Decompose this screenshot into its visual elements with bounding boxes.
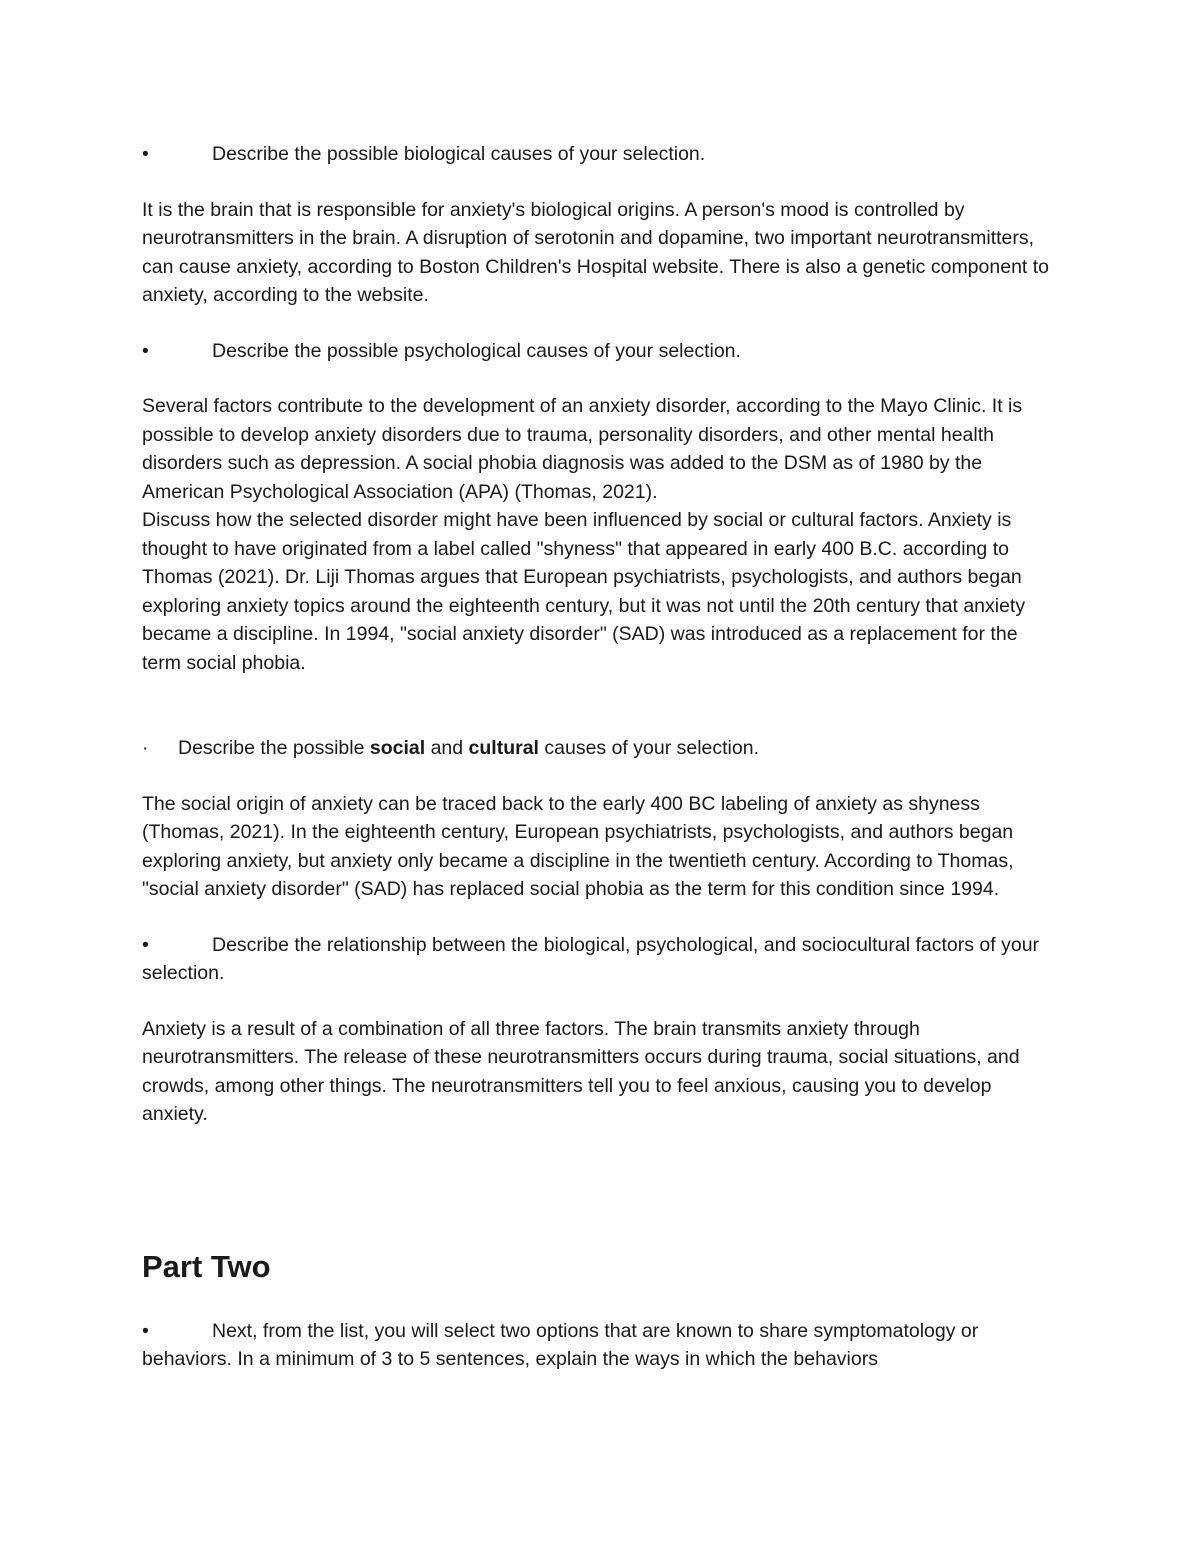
bullet-text: Describe the possible biological causes of your selection.: [212, 143, 706, 165]
paragraph-psychological: Several factors contribute to the development of an anxiety disorder, according to the Mayo Clinic. It is possible to develop anxiety disorders due to trauma, personality disorders, and other mental health disorders such as depression. A social phobia diagnosis was added to the DSM as of 1980 by the American Psychological Association (APA) (Thomas, 2021).: [142, 395, 1023, 503]
bullet-text-after: causes of your selection.: [538, 737, 760, 759]
bullet-mark: •: [142, 339, 149, 362]
bold-cultural: cultural: [468, 737, 539, 759]
bullet-text: Describe the relationship between the biological, psychological, and sociocultural factors of your selection.: [142, 933, 1040, 984]
paragraph-biological: It is the brain that is responsible for anxiety's biological origins. A person's mood is controlled by neurotransmitters in the brain. A disruption of serotonin and dopamine, two important neurotransmitters, can cause anxiety, according to Boston Children's Hospital website. There is also a genetic component to anxiety, according to the website.: [142, 198, 1050, 306]
bullet-mark: ·: [142, 737, 149, 759]
bullet-text-mid: and: [425, 737, 469, 759]
paragraph-social-cultural-discussion: Discuss how the selected disorder might have been influenced by social or cultural factors. Anxiety is thought to have originated from a label called "shyness" that appeared in early 400 B.C. according to Thomas (2021). Dr. Liji Thomas argues that European psychiatrists, psychologists, and authors began exploring anxiety topics around the eighteenth century, but it was not until the 20th century that anxiety became a discipline. In 1994, "social anxiety disorder" (SAD) was introduced as a replacement for the term social phobia.: [142, 509, 1026, 674]
bullet-biological: [142, 140, 1060, 169]
bullet-part-two: [142, 1317, 1060, 1374]
bullet-text: Next, from the list, you will select two options that are known to share symptomatology or behaviors. In a minimum of 3 to 5 sentences, explain the ways in which the behaviors: [142, 1319, 979, 1370]
bullet-text: Describe the possible psychological causes of your selection.: [212, 339, 741, 362]
document-page: [142, 140, 1060, 1401]
bold-social: social: [369, 737, 426, 759]
bullet-mark: •: [142, 1319, 149, 1342]
paragraph-relationship: Anxiety is a result of a combination of all three factors. The brain transmits anxiety through neurotransmitters. The release of these neurotransmitters occurs during trauma, social situations, and crowds, among other things. The neurotransmitters tell you to feel anxious, causing you to develop anxiety.: [142, 1017, 1020, 1125]
bullet-text-before: Describe the possible: [178, 737, 370, 759]
bullet-psychological: [142, 337, 1060, 366]
paragraph-social-origin: The social origin of anxiety can be traced back to the early 400 BC labeling of anxiety as shyness (Thomas, 2021). In the eighteenth century, European psychiatrists, psychologists, and authors began exploring anxiety, but anxiety only became a discipline in the twentieth century. According to Thomas, "social anxiety disorder" (SAD) has replaced social phobia as the term for this condition since 1994.: [142, 792, 1014, 900]
bullet-relationship: [142, 931, 1060, 988]
part-two-heading: Part Two: [142, 1248, 271, 1284]
bullet-mark: •: [142, 143, 149, 165]
bullet-social-cultural: [142, 734, 1060, 763]
bullet-mark: •: [142, 933, 149, 956]
